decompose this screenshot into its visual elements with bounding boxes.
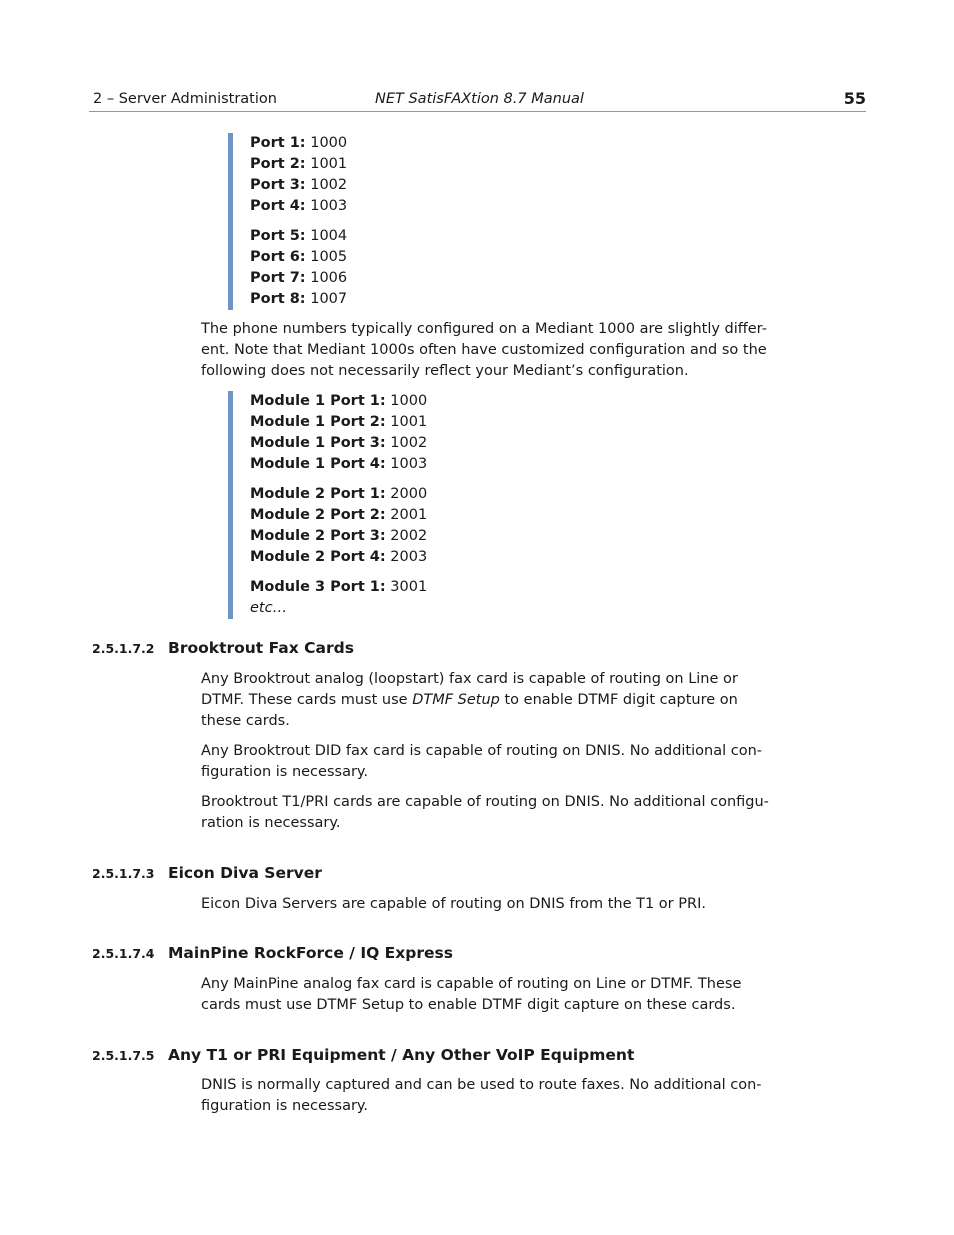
mainpine-paragraph: Any MainPine analog fax card is capable of routing on Line or DTMF. These cards must use DTMF Setup to enable DTMF digit capture on these cards. bbox=[201, 976, 742, 1013]
chapter-title: 2 – Server Administration bbox=[93, 91, 277, 107]
etc-text: etc… bbox=[250, 600, 288, 616]
list-item: Module 3 Port 1: 3001 bbox=[250, 579, 428, 595]
page-number: 55 bbox=[843, 89, 866, 108]
mediant-intro-paragraph: The phone numbers typically configured on a Mediant 1000 are slightly differ- ent. Note that Mediant 1000s often have customized configuration and so the following does not necessarily reflect your Mediant’s configuration. bbox=[201, 321, 767, 379]
list-item: Module 1 Port 4: 1003 bbox=[250, 456, 428, 472]
list-item: Module 1 Port 1: 1000 bbox=[250, 393, 428, 409]
list-item: Module 1 Port 3: 1002 bbox=[250, 435, 428, 451]
eicon-paragraph: Eicon Diva Servers are capable of routing on DNIS from the T1 or PRI. bbox=[201, 896, 706, 912]
list-item: Module 2 Port 1: 2000 bbox=[250, 486, 428, 502]
section-heading-brooktrout: 2.5.1.7.2 Brooktrout Fax Cards bbox=[92, 639, 354, 657]
brooktrout-paragraph-1: Any Brooktrout analog (loopstart) fax card is capable of routing on Line or DTMF. These cards must use DTMF Setup to enable DTMF digit capture on these cards. bbox=[201, 671, 738, 729]
port-list bbox=[228, 133, 347, 310]
manual-title: NET SatisFAXtion 8.7 Manual bbox=[375, 91, 584, 107]
section-heading-mainpine: 2.5.1.7.4 MainPine RockForce / IQ Express bbox=[92, 944, 453, 962]
module-port-list bbox=[228, 391, 427, 619]
list-item: Port 3: 1002 bbox=[250, 177, 348, 193]
list-item: Port 4: 1003 bbox=[250, 198, 348, 214]
t1-pri-paragraph: DNIS is normally captured and can be used to route faxes. No additional con- figuration is necessary. bbox=[201, 1077, 762, 1114]
list-item: Module 2 Port 4: 2003 bbox=[250, 549, 428, 565]
list-item: Port 2: 1001 bbox=[250, 156, 348, 172]
list-item: Port 7: 1006 bbox=[250, 270, 348, 286]
brooktrout-paragraph-3: Brooktrout T1/PRI cards are capable of routing on DNIS. No additional configu- ration is necessary. bbox=[201, 794, 769, 831]
list-item: Port 6: 1005 bbox=[250, 249, 348, 265]
list-item: Module 2 Port 2: 2001 bbox=[250, 507, 428, 523]
list-item: Port 8: 1007 bbox=[250, 291, 348, 307]
list-item: Module 1 Port 2: 1001 bbox=[250, 414, 428, 430]
list-item: Port 1: 1000 bbox=[250, 135, 348, 151]
list-item: Module 2 Port 3: 2002 bbox=[250, 528, 428, 544]
section-heading-t1-pri: 2.5.1.7.5 Any T1 or PRI Equipment / Any Other VoIP Equipment bbox=[92, 1046, 635, 1064]
brooktrout-paragraph-2: Any Brooktrout DID fax card is capable of routing on DNIS. No additional con- figuration is necessary. bbox=[201, 743, 762, 780]
list-item: Port 5: 1004 bbox=[250, 228, 348, 244]
page-header bbox=[89, 89, 866, 112]
section-heading-eicon: 2.5.1.7.3 Eicon Diva Server bbox=[92, 864, 322, 882]
